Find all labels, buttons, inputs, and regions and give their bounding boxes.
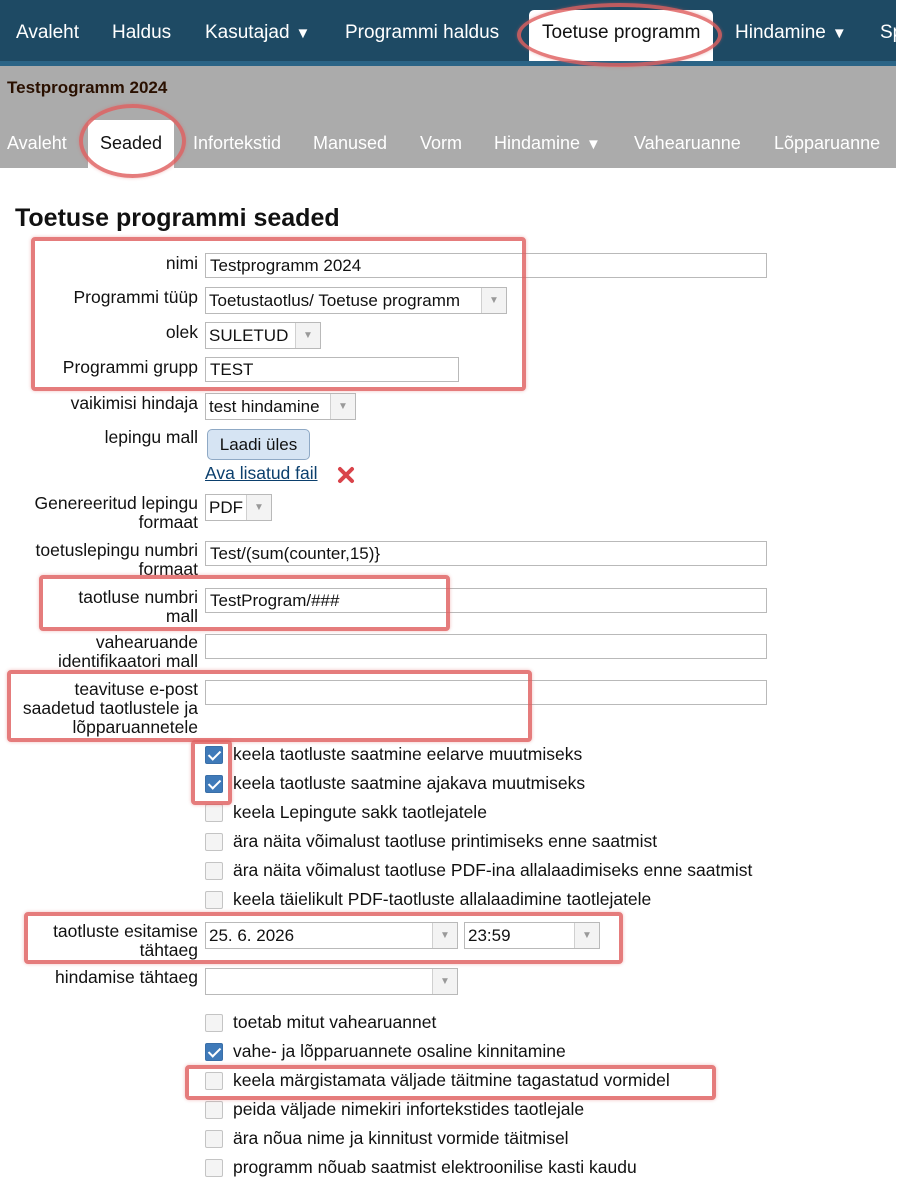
checkbox-label-require-e-box: programm nõuab saatmist elektroonilise kasti kaudu (233, 1157, 637, 1177)
checkbox-hide-print[interactable] (205, 833, 223, 851)
status-label: olek (165, 322, 198, 342)
page-title: Toetuse programmi seaded (15, 204, 340, 232)
evaluation-deadline-picker[interactable] (205, 968, 458, 995)
subnav-vahearuanne[interactable]: Vahearuanne (634, 133, 741, 153)
nav-hindamine-label: Hindamine (735, 22, 826, 43)
checkbox-hide-pdf-download[interactable] (205, 862, 223, 880)
checkbox-block-contracts-tab[interactable] (205, 804, 223, 822)
generated-format-label-line1: Genereeritud lepingu (34, 493, 198, 513)
nav-kasutajad-label: Kasutajad (205, 22, 290, 43)
generated-format-select[interactable] (205, 494, 272, 521)
program-type-value: Toetustaotlus/ Toetuse programm (209, 291, 461, 310)
checkbox-block-pdf-fully[interactable] (205, 891, 223, 909)
checkbox-label-block-contracts-tab: keela Lepingute sakk taotlejatele (233, 802, 487, 822)
program-name: Testprogramm 2024 (7, 78, 168, 97)
checkbox-label-block-unmarked-fields: keela märgistamata väljade täitmine tagastatud vormidel (233, 1070, 670, 1090)
top-navigation (0, 0, 903, 66)
program-group-label: Programmi grupp (62, 357, 198, 377)
highlight-annotation (191, 740, 232, 805)
application-number-label-line1: taotluse numbri (78, 587, 198, 607)
default-evaluator-label: vaikimisi hindaja (70, 393, 198, 413)
application-number-label-line2: mall (165, 606, 198, 626)
nav-kasutajad[interactable] (205, 0, 310, 61)
highlight-annotation (31, 237, 526, 391)
application-number-input[interactable]: TestProgram/### (205, 588, 767, 613)
deadline-date-value: 25. 6. 2026 (209, 926, 295, 945)
checkbox-require-e-box[interactable] (205, 1159, 223, 1177)
default-evaluator-value: test hindamine (209, 397, 320, 416)
checkbox-label-no-name-confirmation: ära nõua nime ja kinnitust vormide täitmisel (233, 1128, 569, 1148)
subnav-hindamine-label: Hindamine (494, 133, 581, 153)
highlight-annotation (185, 1065, 716, 1100)
checkbox-multiple-interim[interactable] (205, 1014, 223, 1032)
notify-email-label-line1: teavituse e-post (74, 679, 198, 699)
nav-avaleht[interactable]: Avaleht (16, 22, 80, 43)
checkbox-hide-field-list[interactable] (205, 1101, 223, 1119)
notify-email-label-line3: lõpparuannetele (72, 717, 198, 737)
contract-number-label-line1: toetuslepingu numbri (35, 540, 198, 560)
checkbox-no-name-confirmation[interactable] (205, 1130, 223, 1148)
highlight-annotation (24, 912, 623, 964)
dropdown-arrow-icon: ▼ (432, 969, 457, 994)
highlight-annotation (39, 575, 450, 631)
upload-button[interactable]: Laadi üles (207, 429, 310, 460)
contract-template-label: lepingu mall (104, 427, 198, 447)
dropdown-arrow-icon: ▼ (330, 394, 355, 419)
nav-toetuse-programm[interactable]: Toetuse programm (529, 10, 713, 61)
program-group-input[interactable]: TEST (205, 357, 459, 382)
checkbox-label-hide-field-list: peida väljade nimekiri infortekstides taotlejale (233, 1099, 585, 1119)
chevron-down-icon: ▼ (295, 25, 311, 42)
subnav-hindamine[interactable] (494, 118, 601, 168)
dropdown-arrow-icon: ▼ (432, 923, 457, 948)
checkbox-label-partial-approval: vahe- ja lõpparuannete osaline kinnitamine (233, 1041, 566, 1061)
delete-icon[interactable] (336, 465, 356, 485)
subnav-manused[interactable]: Manused (313, 133, 388, 153)
generated-format-label (35, 494, 198, 532)
generated-format-value: PDF (209, 498, 243, 517)
open-file-link[interactable]: Ava lisatud fail (205, 463, 318, 483)
nav-haldus[interactable]: Haldus (112, 22, 172, 43)
checkbox-label-block-budget: keela taotluste saatmine eelarve muutmiseks (233, 744, 583, 764)
subnav-lopparuanne[interactable]: Lõpparuanne (774, 133, 881, 153)
checkbox-label-multiple-interim: toetab mitut vahearuannet (233, 1012, 437, 1032)
subnav-avaleht[interactable]: Avaleht (7, 133, 67, 153)
contract-number-input[interactable]: Test/(sum(counter,15)} (205, 541, 767, 566)
notify-email-label-line2: saadetud taotlustele ja (22, 698, 198, 718)
checkbox-label-hide-pdf-download: ära näita võimalust taotluse PDF-ina allalaadimiseks enne saatmist (233, 860, 753, 880)
highlight-annotation (7, 670, 532, 742)
dropdown-arrow-icon: ▼ (246, 495, 271, 520)
deadline-label-line1: taotluste esitamise (53, 921, 198, 941)
dropdown-arrow-icon: ▼ (481, 288, 506, 313)
dropdown-arrow-icon: ▼ (295, 323, 320, 348)
dropdown-arrow-icon: ▼ (574, 923, 599, 948)
subnav-vorm[interactable]: Vorm (420, 133, 463, 153)
nav-programmi-haldus[interactable]: Programmi haldus (345, 22, 500, 43)
nav-hindamine[interactable] (735, 0, 847, 61)
interim-id-label (58, 633, 198, 671)
chevron-down-icon: ▼ (586, 136, 601, 153)
default-evaluator-select[interactable] (205, 393, 356, 420)
interim-id-input[interactable] (205, 634, 767, 659)
interim-id-label-line2: identifikaatori mall (57, 651, 198, 671)
deadline-label-line2: tähtaeg (139, 940, 198, 960)
chevron-down-icon: ▼ (831, 25, 847, 42)
status-value: SULETUD (209, 326, 289, 345)
contract-number-label (36, 541, 198, 579)
checkbox-label-hide-print: ära näita võimalust taotluse printimiseks enne saatmist (233, 831, 658, 851)
name-label: nimi (165, 253, 198, 273)
highlight-annotation (517, 3, 722, 67)
nav-more[interactable]: Sp (880, 22, 903, 43)
deadline-time-value: 23:59 (468, 926, 511, 945)
checkbox-label-block-schedule: keela taotluste saatmine ajakava muutmiseks (233, 773, 586, 793)
checkbox-partial-approval[interactable] (205, 1043, 223, 1061)
name-input[interactable]: Testprogramm 2024 (205, 253, 767, 278)
checkbox-label-block-pdf-fully: keela täielikult PDF-taotluste allalaadimine taotlejatele (233, 889, 652, 909)
generated-format-label-line2: formaat (138, 512, 198, 532)
contract-number-label-line2: formaat (138, 559, 198, 579)
program-type-label: Programmi tüüp (73, 287, 198, 307)
evaluation-deadline-label: hindamise tähtaeg (54, 967, 198, 987)
interim-id-label-line1: vahearuande (95, 632, 198, 652)
subnav-seaded[interactable]: Seaded (88, 120, 174, 168)
highlight-annotation (79, 104, 186, 178)
subnav-infortekstid[interactable]: Infortekstid (193, 133, 282, 153)
